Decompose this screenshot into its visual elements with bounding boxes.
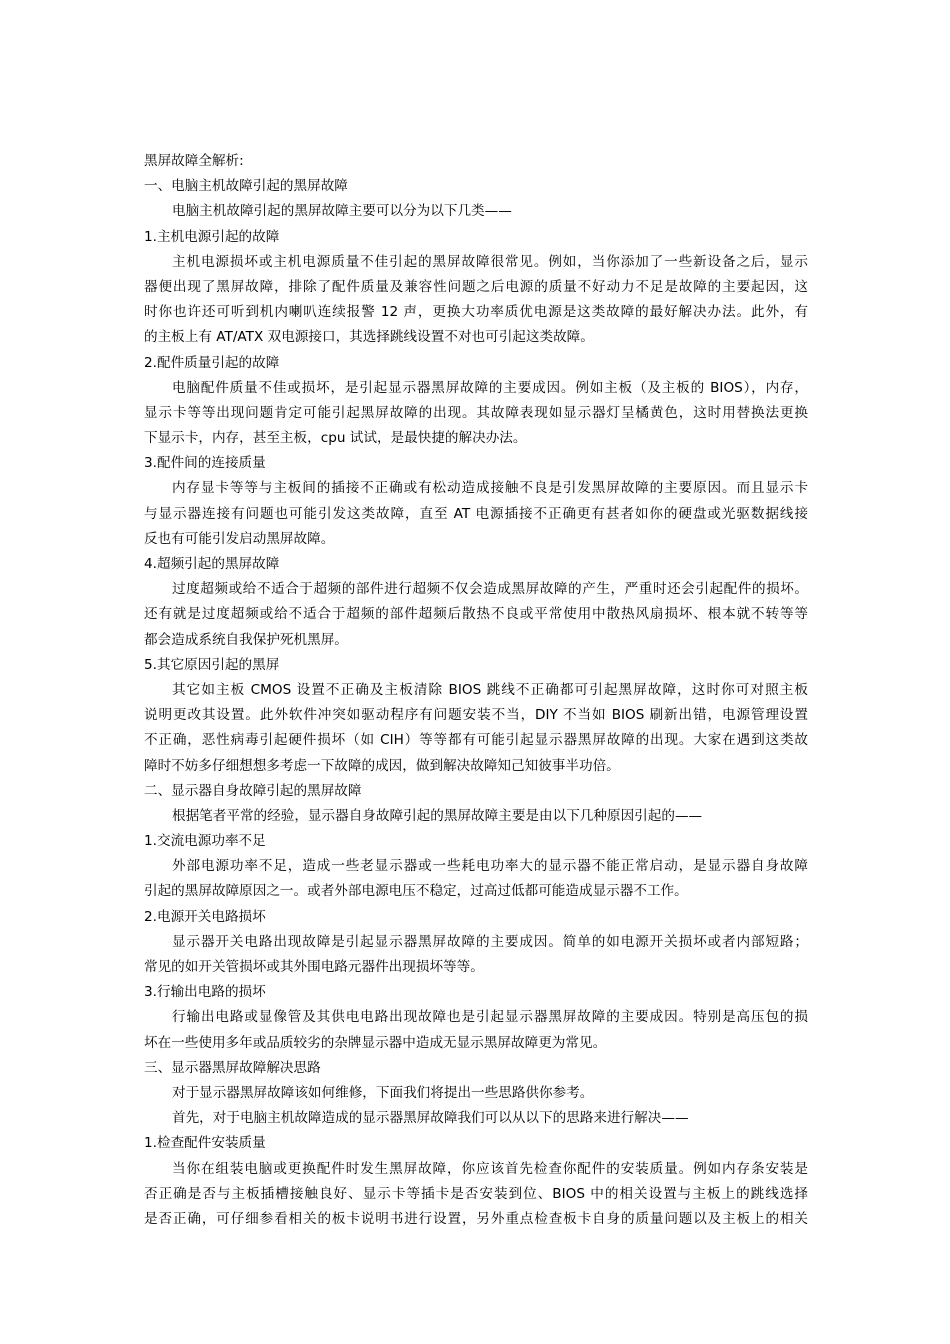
paragraph-line: 外部电源功率不足，造成一些老显示器或一些耗电功率大的显示器不能正常启动，是显示器自身故障 <box>172 858 808 875</box>
paragraph <box>144 199 808 224</box>
paragraph-line: 行输出电路或显像管及其供电电路出现故障也是引起显示器黑屏故障的主要成因。特别是高压包的损 <box>172 1009 808 1026</box>
paragraph-line: 是否正确，可仔细参看相关的板卡说明书进行设置，另外重点检查板卡自身的质量问题以及主板上的相关 <box>144 1210 808 1227</box>
document-page <box>144 149 808 1232</box>
paragraph-line: 首先，对于电脑主机故障造成的显示器黑屏故障我们可以从以下的思路来进行解决—— <box>172 1110 689 1127</box>
paragraph-line: 根据笔者平常的经验，显示器自身故障引起的黑屏故障主要是由以下几种原因引起的—— <box>172 807 703 824</box>
paragraph <box>144 376 808 452</box>
section-heading: 1.交流电源功率不足 <box>144 833 266 850</box>
paragraph-line: 否正确是否与主板插槽接触良好、显示卡等插卡是否安装到位、BIOS 中的相关设置与主板上的跳线选择 <box>144 1185 808 1202</box>
paragraph <box>144 1106 808 1131</box>
paragraph <box>144 577 808 653</box>
paragraph <box>144 804 808 829</box>
paragraph-line: 不正确，恶性病毒引起硬件损坏（如 CIH）等等都有可能引起显示器黑屏故障的出现。大家在遇到这类故 <box>144 732 808 749</box>
paragraph-line: 电脑配件质量不佳或损坏，是引起显示器黑屏故障的主要成因。例如主板（及主板的 BIOS），内存， <box>172 379 808 396</box>
paragraph-line: 常见的如开关管损坏或其外围电路元器件出现损坏等等。 <box>144 959 484 975</box>
paragraph-line: 对于显示器黑屏故障该如何维修，下面我们将提出一些思路供你参考。 <box>172 1084 594 1101</box>
paragraph-line: 障时不妨多仔细想想多考虑一下故障的成因，做到解决故障知己知彼事半功倍。 <box>144 757 620 774</box>
paragraph-line: 器便出现了黑屏故障，排除了配件质量及兼容性问题之后电源的质量不好动力不足是故障的主要起因，这 <box>144 278 808 295</box>
section-heading: 1.检查配件安装质量 <box>144 1135 266 1152</box>
paragraph-line: 引起的黑屏故障原因之一。或者外部电源电压不稳定，过高过低都可能造成显示器不工作。 <box>144 883 688 900</box>
paragraph <box>144 678 808 779</box>
section-heading: 3.配件间的连接质量 <box>144 455 266 472</box>
paragraph <box>144 1157 808 1233</box>
paragraph <box>144 930 808 980</box>
section-heading: 2.配件质量引起的故障 <box>144 354 280 371</box>
document-body <box>144 174 808 1232</box>
section-heading: 2.电源开关电路损坏 <box>144 908 266 925</box>
paragraph-line: 其它如主板 CMOS 设置不正确及主板清除 BIOS 跳线不正确都可引起黑屏故障，这时你可对照主板 <box>172 681 808 698</box>
paragraph-line: 电脑主机故障引起的黑屏故障主要可以分为以下几类—— <box>172 203 512 220</box>
paragraph-line: 都会造成系统自我保护死机黑屏。 <box>144 631 348 648</box>
paragraph <box>144 1081 808 1106</box>
paragraph-line: 显示器开关电路出现故障是引起显示器黑屏故障的主要成因。简单的如电源开关损坏或者内部短路； <box>172 933 808 950</box>
paragraph-line: 主机电源损坏或主机电源质量不佳引起的黑屏故障很常见。例如，当你添加了一些新设备之后，显示 <box>172 253 808 270</box>
paragraph-line: 过度超频或给不适合于超频的部件进行超频不仅会造成黑屏故障的产生，严重时还会引起配件的损坏。 <box>172 581 808 598</box>
paragraph-line: 还有就是过度超频或给不适合于超频的部件超频后散热不良或平常使用中散热风扇损坏、根本就不转等等 <box>144 606 808 623</box>
section-heading: 一、电脑主机故障引起的黑屏故障 <box>144 178 348 195</box>
paragraph-line: 时你也许还可听到机内喇叭连续报警 12 声，更换大功率质优电源是这类故障的最好解决办法。此外，有 <box>144 304 808 321</box>
paragraph <box>144 476 808 552</box>
paragraph-line: 下显示卡，内存，甚至主板，cpu 试试，是最快捷的解决办法。 <box>144 430 527 447</box>
paragraph-line: 的主板上有 AT/ATX 双电源接口，其选择跳线设置不对也可引起这类故障。 <box>144 329 594 346</box>
paragraph-line: 坏在一些使用多年或品质较劣的杂牌显示器中造成无显示黑屏故障更为常见。 <box>144 1034 607 1051</box>
section-heading: 4.超频引起的黑屏故障 <box>144 556 280 572</box>
paragraph-line: 与显示器连接有问题也可能引发这类故障，直至 AT 电源插接不正确更有甚者如你的硬盘或光驱数据线接 <box>144 505 808 522</box>
paragraph-line: 显示卡等等出现问题肯定可能引起黑屏故障的出现。其故障表现如显示器灯呈橘黄色，这时用替换法更换 <box>144 404 808 421</box>
paragraph-line: 当你在组装电脑或更换配件时发生黑屏故障，你应该首先检查你配件的安装质量。例如内存条安装是 <box>172 1160 808 1177</box>
paragraph <box>144 854 808 904</box>
paragraph-line: 内存显卡等等与主板间的插接不正确或有松动造成接触不良是引发黑屏故障的主要原因。而且显示卡 <box>172 480 808 497</box>
section-heading: 5.其它原因引起的黑屏 <box>144 656 280 673</box>
section-heading: 3.行输出电路的损坏 <box>144 984 266 1001</box>
paragraph <box>144 250 808 351</box>
section-heading: 1.主机电源引起的故障 <box>144 228 280 245</box>
document-title: 黑屏故障全解析: <box>144 153 244 169</box>
paragraph-line: 反也有可能引发启动黑屏故障。 <box>144 530 335 547</box>
paragraph <box>144 1005 808 1055</box>
section-heading: 三、显示器黑屏故障解决思路 <box>144 1059 321 1076</box>
section-heading: 二、显示器自身故障引起的黑屏故障 <box>144 782 362 799</box>
paragraph-line: 说明更改其设置。此外软件冲突如驱动程序有问题安装不当，DIY 不当如 BIOS 刷新出错，电源管理设置 <box>144 707 808 724</box>
